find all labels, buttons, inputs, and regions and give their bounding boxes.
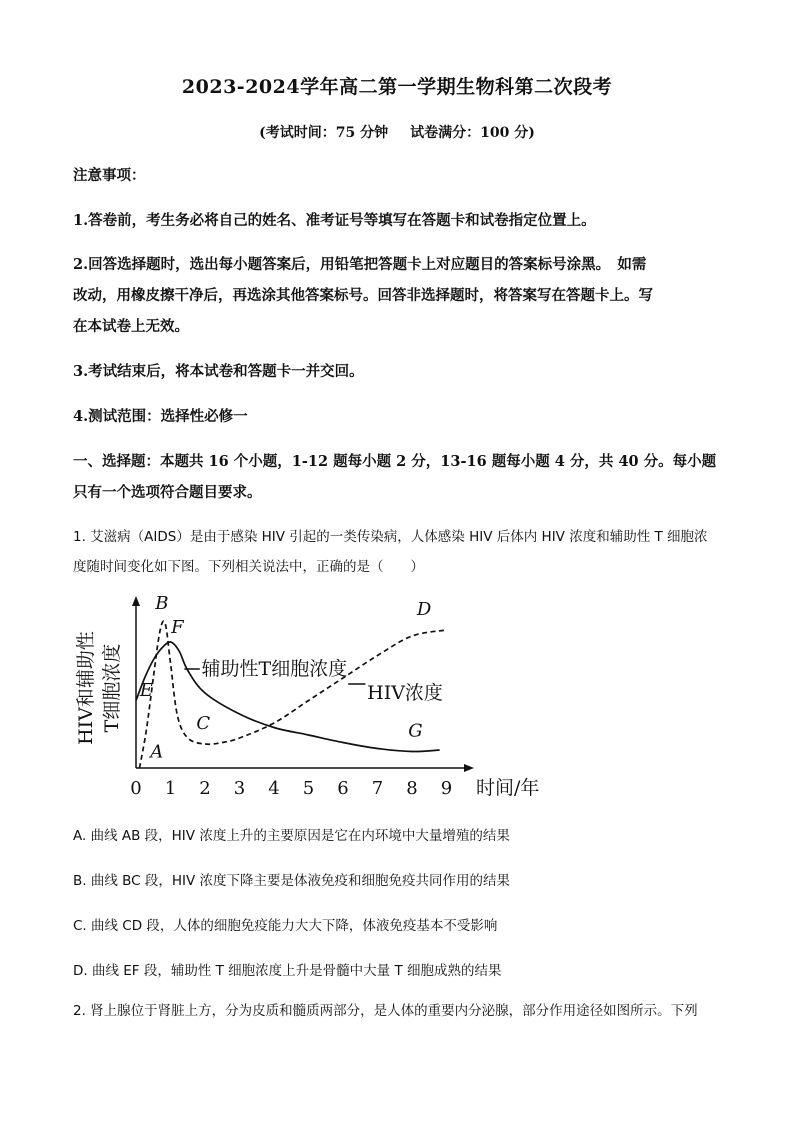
exam-time: (考试时间：75 分钟 [259,125,389,141]
x-tick-label: 9 [440,778,453,799]
exam-subtitle [0,122,794,142]
x-tick-label: 6 [337,778,349,799]
notes-item-1: 1.答卷前，考生务必将自己的姓名、准考证号等填写在答题卡和试卷指定位置上。 [73,212,596,229]
point-label-a: A [150,741,164,763]
hiv-chart [70,590,560,805]
x-tick-label: 4 [268,778,280,799]
point-label-b: B [155,593,169,614]
q1-stem-line-1: 1. 艾滋病（AIDS）是由于感染 HIV 引起的一类传染病，人体感染 HIV 后体内 HIV 浓度和辅助性 T 细胞浓 [73,529,708,545]
exam-score: 试卷满分：100 分) [410,125,535,141]
q1-option-c: C. 曲线 CD 段，人体的细胞免疫能力大大下降，体液免疫基本不受影响 [73,918,498,934]
x-tick-label: 0 [130,778,142,799]
point-label-f: F [171,617,184,638]
annotation-label: HIV浓度 [367,682,443,704]
notes-item-4: 4.测试范围：选择性必修一 [73,408,248,425]
notes-heading: 注意事项： [73,167,146,184]
point-label-c: C [196,713,211,734]
x-tick-label: 8 [406,778,418,799]
section-1-line-2: 只有一个选项符合题目要求。 [73,484,262,501]
q1-option-b: B. 曲线 BC 段，HIV 浓度下降主要是体液免疫和细胞免疫共同作用的结果 [73,873,511,889]
x-tick-label: 7 [371,778,384,799]
x-tick-label: 5 [302,778,315,799]
point-label-e: E [139,680,153,701]
x-tick-label: 3 [233,778,246,799]
section-1-line-1: 一、选择题：本题共 16 个小题，1-12 题每小题 2 分，13-16 题每小题 4 分，共 40 分。每小题 [73,453,717,470]
notes-item-3: 3.考试结束后，将本试卷和答题卡一并交回。 [73,363,364,380]
y-axis-label-line-2: T细胞浓度 [101,643,123,733]
x-tick-label: 1 [164,778,177,799]
q1-option-a: A. 曲线 AB 段，HIV 浓度上升的主要原因是它在内环境中大量增殖的结果 [73,828,510,844]
q2-stem-line-1: 2. 肾上腺位于肾脏上方，分为皮质和髓质两部分，是人体的重要内分泌腺，部分作用途径如图所示。下列 [73,1003,698,1019]
y-axis-arrow [132,596,140,606]
notes-item-2-line-1: 2.回答选择题时，选出每小题答案后，用铅笔把答题卡上对应题目的答案标号涂黑。 如需 [73,256,647,273]
x-axis-arrow [464,764,474,772]
y-axis-label-line-1: HIV和辅助性 [75,631,97,745]
exam-title: 2023-2024学年高二第一学期生物科第二次段考 [181,76,613,98]
annotation-label: 辅助性T细胞浓度 [201,658,348,680]
notes-item-2-line-3: 在本试卷上无效。 [73,318,189,335]
x-axis-label: 时间/年 [476,777,540,799]
q1-option-d: D. 曲线 EF 段，辅助性 T 细胞浓度上升是骨髓中大量 T 细胞成熟的结果 [73,963,502,979]
q1-stem-line-2: 度随时间变化如下图。下列相关说法中，正确的是（ ） [73,559,424,575]
point-label-d: D [416,599,432,620]
x-tick-label: 2 [199,778,211,799]
point-label-g: G [408,720,423,742]
notes-item-2-line-2: 改动，用橡皮擦干净后，再选涂其他答案标号。回答非选择题时，将答案写在答题卡上。写 [73,287,653,304]
